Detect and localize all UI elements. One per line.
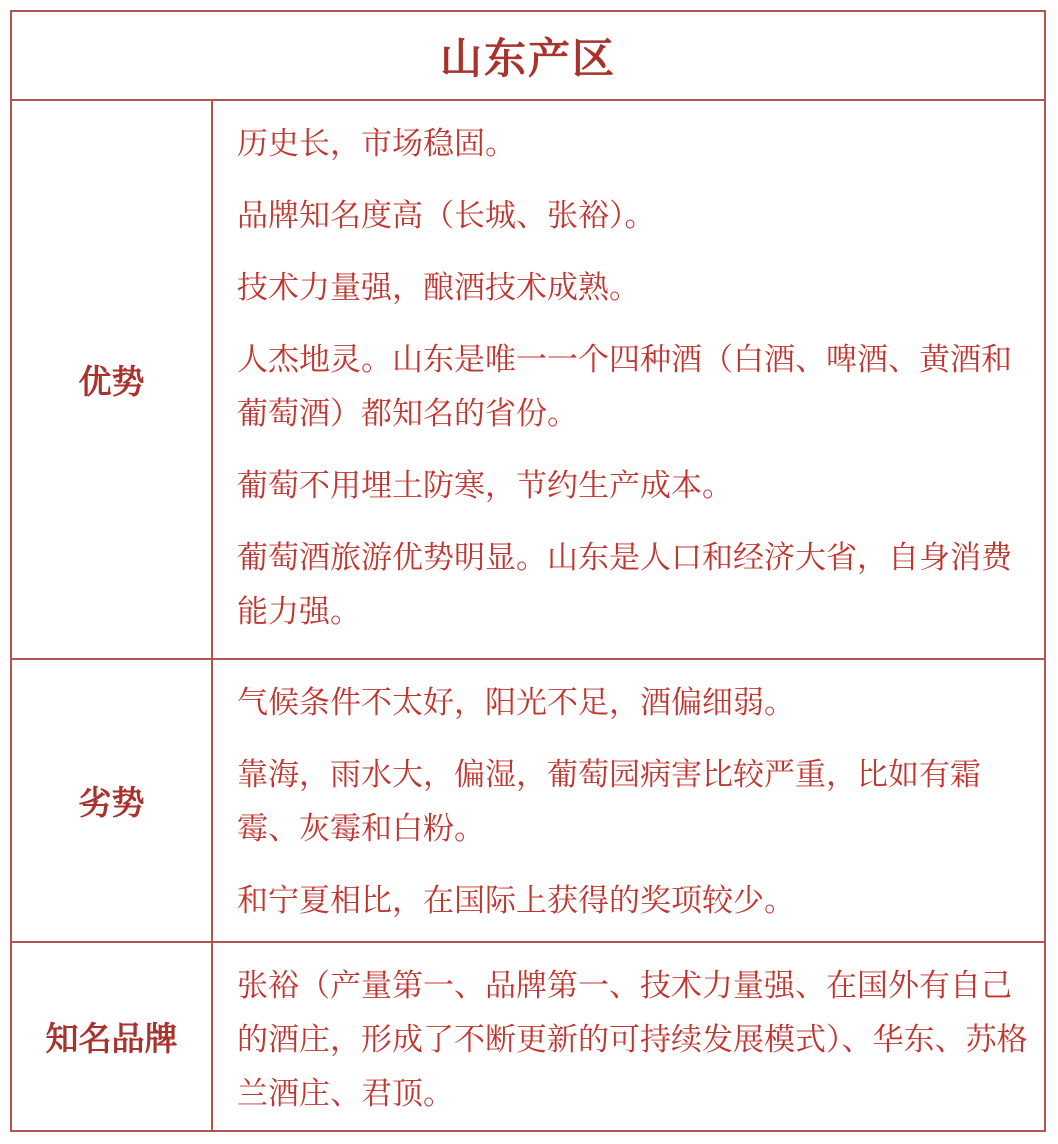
disadvantage-item: 靠海，雨水大，偏湿，葡萄园病害比较严重，比如有霜霉、灰霉和白粉。	[237, 757, 981, 847]
brand-item: 张裕（产量第一、品牌第一、技术力量强、在国外有自己的酒庄，形成了不断更新的可持续发展模式）、华东、苏格兰酒庄、君顶。	[237, 968, 1028, 1112]
advantage-item: 历史长，市场稳固。	[237, 126, 516, 162]
row-label-advantages: 优势	[78, 362, 145, 401]
row-label-cell	[12, 943, 213, 1130]
table-title: 山东产区	[439, 33, 616, 83]
table-row-advantages	[12, 101, 1044, 660]
disadvantage-item: 气候条件不太好，阳光不足，酒偏细弱。	[237, 685, 795, 721]
row-content-brands	[213, 943, 1044, 1130]
advantage-item: 葡萄酒旅游优势明显。山东是人口和经济大省，自身消费能力强。	[237, 540, 1012, 630]
advantage-item: 葡萄不用埋土防寒，节约生产成本。	[237, 468, 733, 504]
row-label-cell	[12, 101, 213, 658]
advantage-item: 人杰地灵。山东是唯一一个四种酒（白酒、啤酒、黄酒和葡萄酒）都知名的省份。	[237, 342, 1012, 432]
row-content-disadvantages	[213, 660, 1044, 941]
row-content-advantages	[213, 101, 1044, 658]
row-label-cell	[12, 660, 213, 941]
table-title-row	[12, 12, 1044, 101]
row-label-disadvantages: 劣势	[78, 783, 145, 822]
table-row-brands	[12, 943, 1044, 1130]
table-row-disadvantages	[12, 660, 1044, 943]
advantage-item: 技术力量强，酿酒技术成熟。	[237, 270, 640, 306]
info-table	[10, 10, 1046, 1132]
advantage-item: 品牌知名度高（长城、张裕）。	[237, 198, 656, 234]
row-label-brands: 知名品牌	[45, 1019, 178, 1058]
disadvantage-item: 和宁夏相比，在国际上获得的奖项较少。	[237, 883, 795, 919]
